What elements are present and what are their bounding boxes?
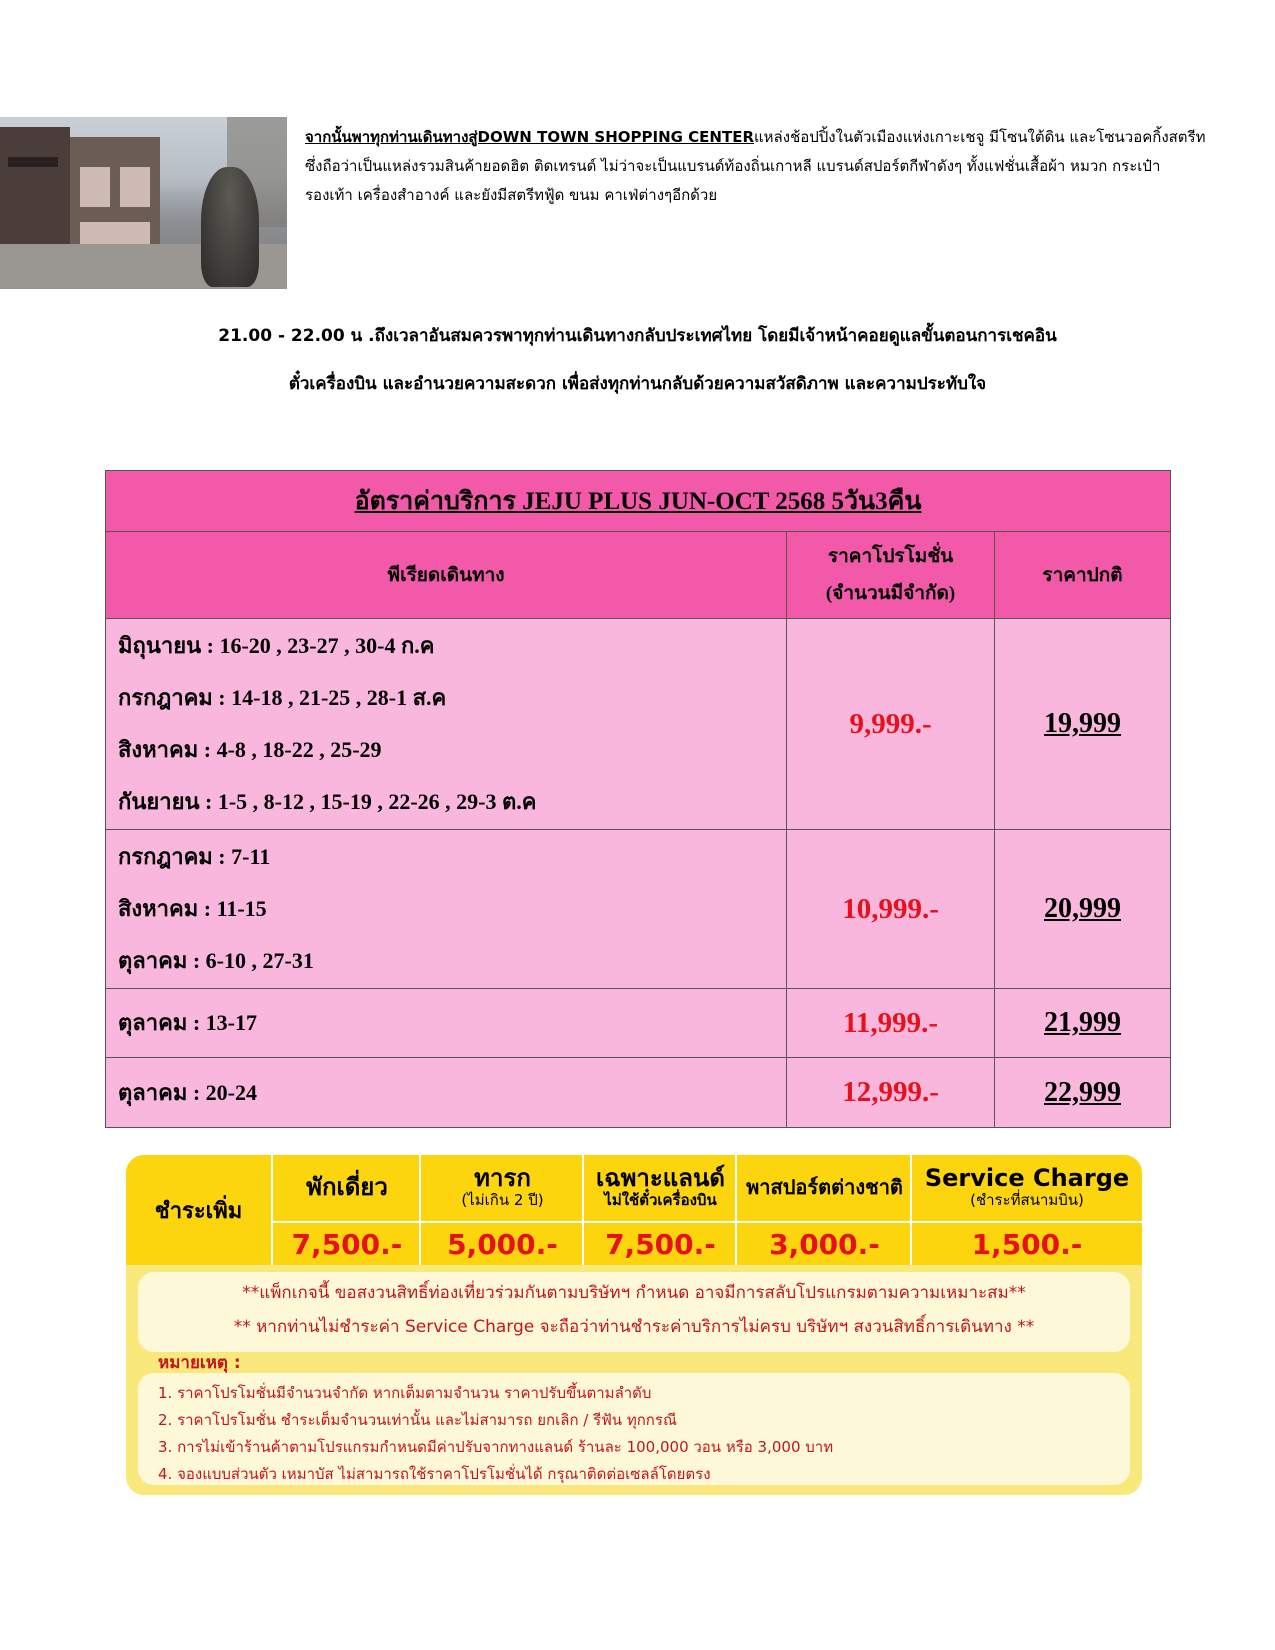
closing-line-1: 21.00 - 22.00 น .ถึงเวลาอันสมควรพาทุกท่านเดินทางกลับประเทศไทย โดยมีเจ้าหน้าคอยดูแลขั้นตอนการเชคอิน [218,326,1057,346]
period-cell [106,989,787,1058]
period-cell [106,619,787,830]
charge-service [910,1155,1142,1265]
period-line: สิงหาคม : 4-8 , 18-22 , 25-29 [118,737,382,762]
charge-price: 5,000.- [421,1221,584,1265]
intro-paragraph [305,123,1210,210]
header-period: พีเรียดเดินทาง [106,532,787,619]
charge-price: 3,000.- [737,1221,912,1265]
period-line: กันยายน : 1-5 , 8-12 , 15-19 , 22-26 , 29-3 ต.ค [118,789,537,814]
remark-title: หมายเหตุ : [158,1353,241,1373]
charge-foreign-passport [735,1155,912,1265]
shopping-street-photo [0,117,287,289]
charge-land-only [582,1155,737,1265]
charge-single-room [271,1155,421,1265]
charge-price: 7,500.- [273,1221,421,1265]
notice-line-2: ** หากท่านไม่ชำระค่า Service Charge จะถือว่าท่านชำระค่าบริการไม่ครบ บริษัทฯ สงวนสิทธิ์การเดินทาง ** [233,1317,1035,1337]
notice-box [138,1272,1130,1352]
header-promo-line2: (จำนวนมีจำกัด) [825,583,956,604]
price-table-title: อัตราค่าบริการ JEJU PLUS JUN-OCT 2568 5วัน3คืน [106,471,1171,532]
header-normal: ราคาปกติ [994,532,1170,619]
period-line: ตุลาคม : 13-17 [118,1010,257,1035]
period-line: มิถุนายน : 16-20 , 23-27 , 30-4 ก.ค [118,633,435,658]
promo-price: 10,999.- [787,830,995,989]
header-promo-line1: ราคาโปรโมชั่น [827,546,954,567]
charge-name: เฉพาะแลนด์ [596,1164,725,1192]
period-line: ตุลาคม : 20-24 [118,1079,257,1105]
normal-price: 21,999 [994,989,1170,1058]
period-line: ตุลาคม : 6-10 , 27-31 [118,948,314,973]
promo-price: 11,999.- [787,989,995,1058]
charge-name: พักเดี่ยว [306,1173,388,1201]
normal-price: 20,999 [994,830,1170,989]
promo-price: 9,999.- [787,619,995,830]
charge-sub: (ชำระที่สนามบิน) [970,1191,1084,1209]
header-promo [787,532,995,619]
remark-item: 2. ราคาโปรโมชั่น ชำระเต็มจำนวนเท่านั้น และไม่สามารถ ยกเลิก / รีฟัน ทุกกรณี [158,1411,677,1429]
extra-charges-label: ชำระเพิ่ม [154,1198,243,1224]
period-line: กรกฎาคม : 7-11 [118,844,271,869]
period-line: สิงหาคม : 11-15 [118,896,267,921]
charge-name: ทารก [474,1164,531,1192]
table-row [106,619,1171,830]
period-line: กรกฎาคม : 14-18 , 21-25 , 28-1 ส.ค [118,685,447,710]
closing-line-2: ตั๋วเครื่องบิน และอำนวยความสะดวก เพื่อส่งทุกท่านกลับด้วยความสวัสดิภาพ และความประทับใจ [288,374,987,394]
normal-price: 19,999 [994,619,1170,830]
charge-sub: ไม่ใช้ตั๋วเครื่องบิน [604,1191,717,1209]
promo-price: 12,999.- [787,1058,995,1128]
intro-highlight: จากนั้นพาทุกท่านเดินทางสู่DOWN TOWN SHOPPING CENTER [305,128,754,146]
charge-price: 1,500.- [912,1221,1142,1265]
period-cell [106,1058,787,1128]
normal-price: 22,999 [994,1058,1170,1128]
table-row [106,1058,1171,1128]
remark-item: 1. ราคาโปรโมชั่นมีจำนวนจำกัด หากเต็มตามจำนวน ราคาปรับขึ้นตามลำดับ [158,1384,652,1402]
period-cell [106,830,787,989]
remark-item: 3. การไม่เข้าร้านค้าตามโปรแกรมกำหนดมีค่าปรับจากทางแลนด์ ร้านละ 100,000 วอน หรือ 3,000 บาท [158,1438,834,1456]
charge-name: Service Charge [924,1164,1130,1192]
remarks-box [138,1373,1130,1485]
charge-sub: (ไม่เกิน 2 ปี) [461,1191,544,1209]
price-table [105,470,1171,1128]
intro-section [0,117,1275,292]
charge-infant [419,1155,584,1265]
charge-name: พาสปอร์ตต่างชาติ [746,1175,903,1199]
remark-item: 4. จองแบบส่วนตัว เหมาบัส ไม่สามารถใช้ราคาโปรโมชั่นได้ กรุณาติดต่อเซลล์โดยตรง [158,1465,711,1483]
price-table-header [106,532,1171,619]
notice-line-1: **แพ็กเกจนี้ ขอสงวนสิทธิ์ท่องเที่ยวร่วมกันตามบริษัทฯ กำหนด อาจมีการสลับโปรแกรมตามความเหมาะสม** [242,1283,1026,1303]
extra-charges-panel [126,1155,1142,1495]
intro-body: แหล่งช้อปปิ้งในตัวเมืองแห่งเกาะเชจู มีโซนใต้ดิน และโซนวอคกิ้งสตรีท ซึ่งถือว่าเป็นแหล่งรวมสินค้ายอดฮิต ติดเทรนด์ ไม่ว่าจะเป็นแบรนด์ท้องถิ่นเกาหลี แบรนด์สปอร์ตกีฬาดังๆ ทั้งแฟชั่นเสื้อผ้า หมวก กระเป๋า รองเท้า เครื่องสำอางค์ และยังมีสตรีทฟู้ด ขนม คาเฟ่ต่างๆอีกด้วย [305,128,1206,204]
extra-charges-header [126,1155,1142,1265]
table-row [106,989,1171,1058]
table-row [106,830,1171,989]
charge-price: 7,500.- [584,1221,737,1265]
